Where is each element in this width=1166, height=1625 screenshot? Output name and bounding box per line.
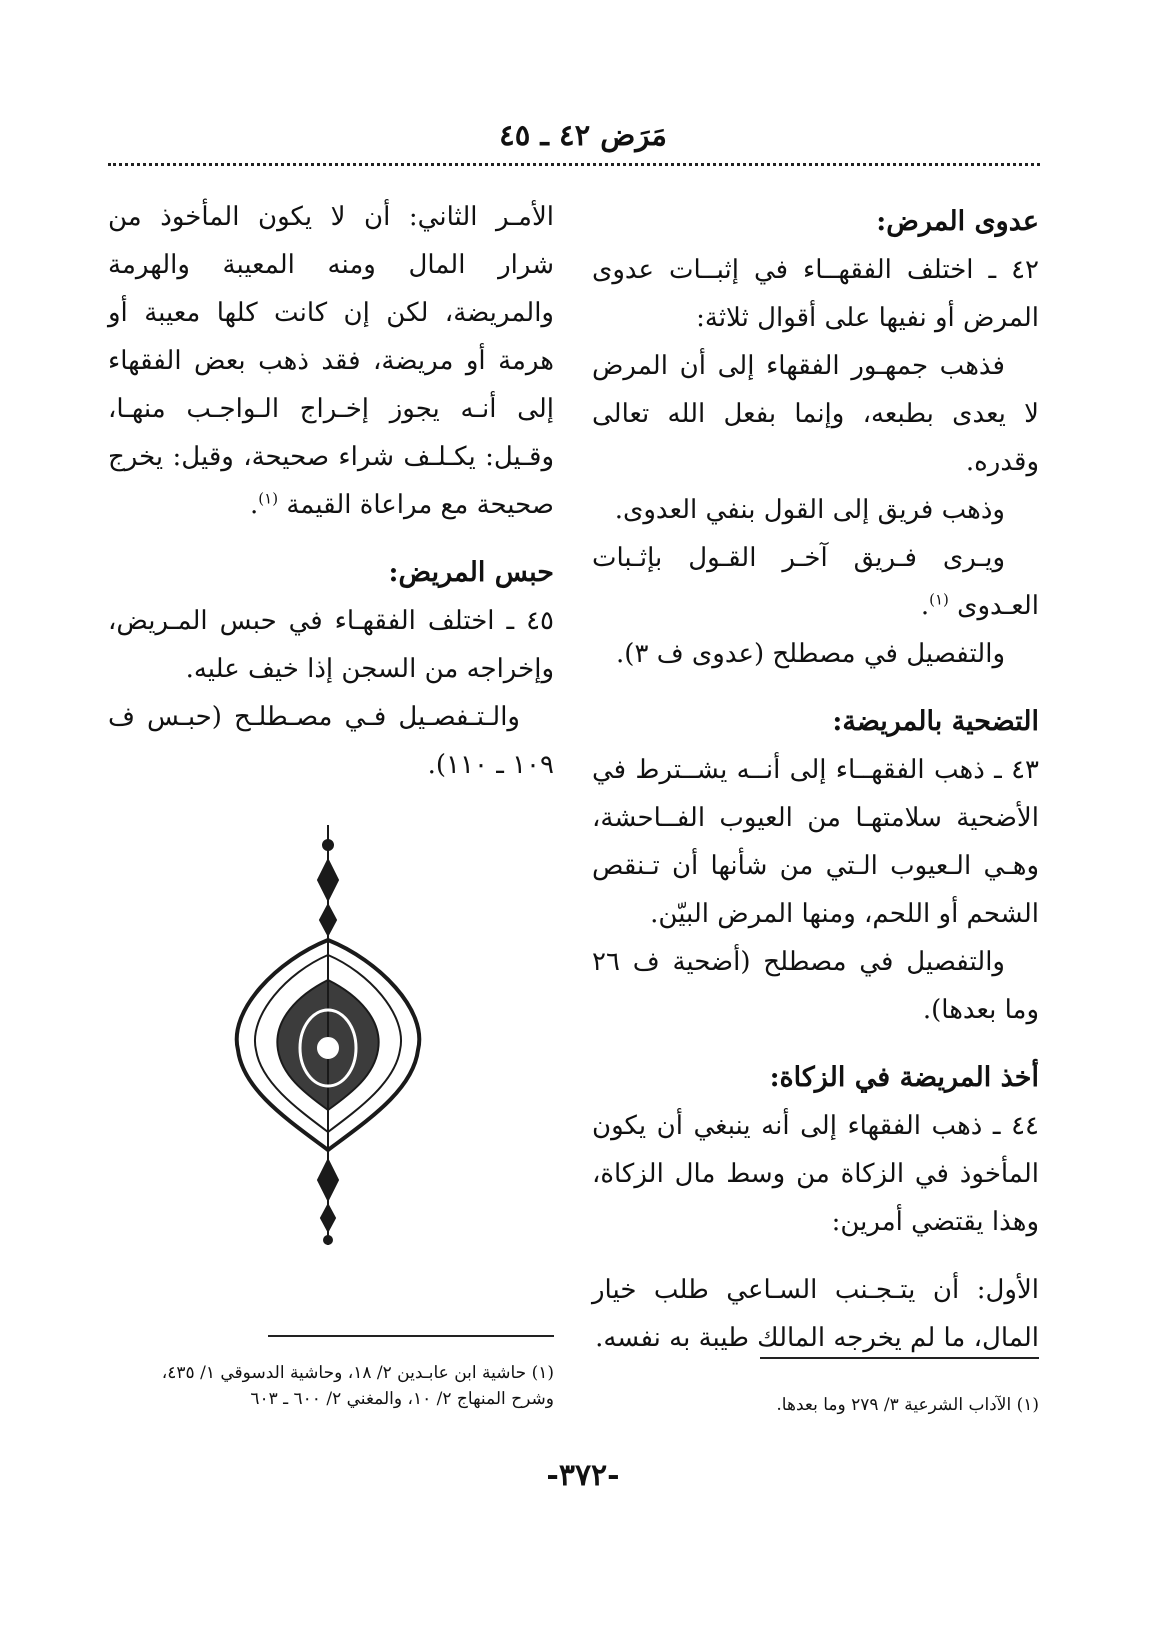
paragraph-44: ٤٤ ـ ذهب الفقهاء إلى أنه ينبغي أن يكون المأخوذ في الزكاة من وسط مال الزكاة، وهذا يقتضي أمرين: <box>592 1111 1039 1237</box>
footnote-rule-right <box>760 1357 1039 1359</box>
paragraph-second-matter-text: الأمـر الثاني: أن لا يكون المأخوذ من شرار المال ومنه المعيبة والهرمة والمريضة، لكن إن كانت كلها معيبة أو هرمة أو مريضة، فقد ذهب بعض الفقهاء إلى أنـه يجوز إخـراج الـواجـب منهـا، وقـيل: يكـلـف شراء صحيحة، وقيل: يخرج صحيحة مع مراعاة القيمة <box>108 202 554 520</box>
footnote-right: (١) الآداب الشرعية ٣/ ٢٧٩ وما بعدها. <box>776 1395 1039 1415</box>
section-heading-zakat: أخذ المريضة في الزكاة: <box>769 1062 1039 1093</box>
paragraph-see-term-adwa: والتفصيل في مصطلح (عدوى ف ٣). <box>616 639 1005 669</box>
paragraph-see-term-habs: والـتـفصـيل فـي مصـطلـح (حبـس ف ١٠٩ ـ ١١٠). <box>108 702 554 780</box>
right-column <box>592 198 1039 1362</box>
page-number: -٣٧٢- <box>546 1458 620 1493</box>
footnote-left <box>108 1360 554 1412</box>
paragraph-affirmation-text: ويـرى فـريق آخـر القـول بإثـبات العـدوى <box>592 543 1039 621</box>
footnote-ref-left: (١) <box>258 489 279 508</box>
header-dotted-rule <box>108 163 1040 166</box>
running-head-title: مَرَض ٤٢ ـ ٤٥ <box>499 118 667 152</box>
paragraph-negation-view: وذهب فريق إلى القول بنفي العدوى. <box>614 495 1005 525</box>
footnote-left-line-1: (١) حاشية ابن عابـدين ٢/ ١٨، وحاشية الدسوقي ١/ ٤٣٥، <box>161 1363 554 1383</box>
section-heading-sacrifice: التضحية بالمريضة: <box>832 706 1039 737</box>
paragraph-43: ٤٣ ـ ذهب الفقهــاء إلى أنــه يشــترط في الأضحية سلامتهـا من العيوب الفــاحشة، وهـي الـعيوب الـتي من شأنها أن تـنقص الشحم أو اللحم، ومنها المرض البيّن. <box>592 755 1039 929</box>
sentence-end: . <box>250 490 259 520</box>
paragraph-first-matter: الأول: أن يتـجـنب السـاعي طلب خيار المال، ما لم يخرجه المالك طيبة به نفسه. <box>592 1275 1039 1353</box>
paragraph-majority-view: فذهب جمهـور الفقهاء إلى أن المرض لا يعدى بطبعه، وإنما بفعل الله تعالى وقدره. <box>592 351 1039 477</box>
paragraph-second-matter <box>108 193 554 529</box>
left-column <box>108 193 554 789</box>
paragraph-see-term-udhiya: والتفصيل في مصطلح (أضحية ف ٢٦ وما بعدها). <box>592 947 1039 1025</box>
paragraph-42: ٤٢ ـ اختلف الفقهــاء في إثبــات عدوى المرض أو نفيها على أقوال ثلاثة: <box>592 255 1039 333</box>
paragraph-45: ٤٥ ـ اختلف الفقهـاء في حبس المـريض، وإخراجه من السجن إذا خيف عليه. <box>108 606 554 684</box>
footnote-left-line-2: وشرح المنهاج ٢/ ١٠، والمغني ٢/ ٦٠٠ ـ ٦٠٣ <box>250 1389 554 1409</box>
footnote-ref-right: (١) <box>929 590 949 609</box>
footnote-rule-left <box>268 1335 554 1337</box>
section-heading-imprisonment: حبس المريض: <box>388 557 554 588</box>
arabesque-medallion-ornament-icon <box>228 820 428 1250</box>
section-heading-contagion: عدوى المرض: <box>876 206 1039 237</box>
sentence-end: . <box>920 591 930 621</box>
paragraph-affirmation-view <box>592 534 1039 630</box>
